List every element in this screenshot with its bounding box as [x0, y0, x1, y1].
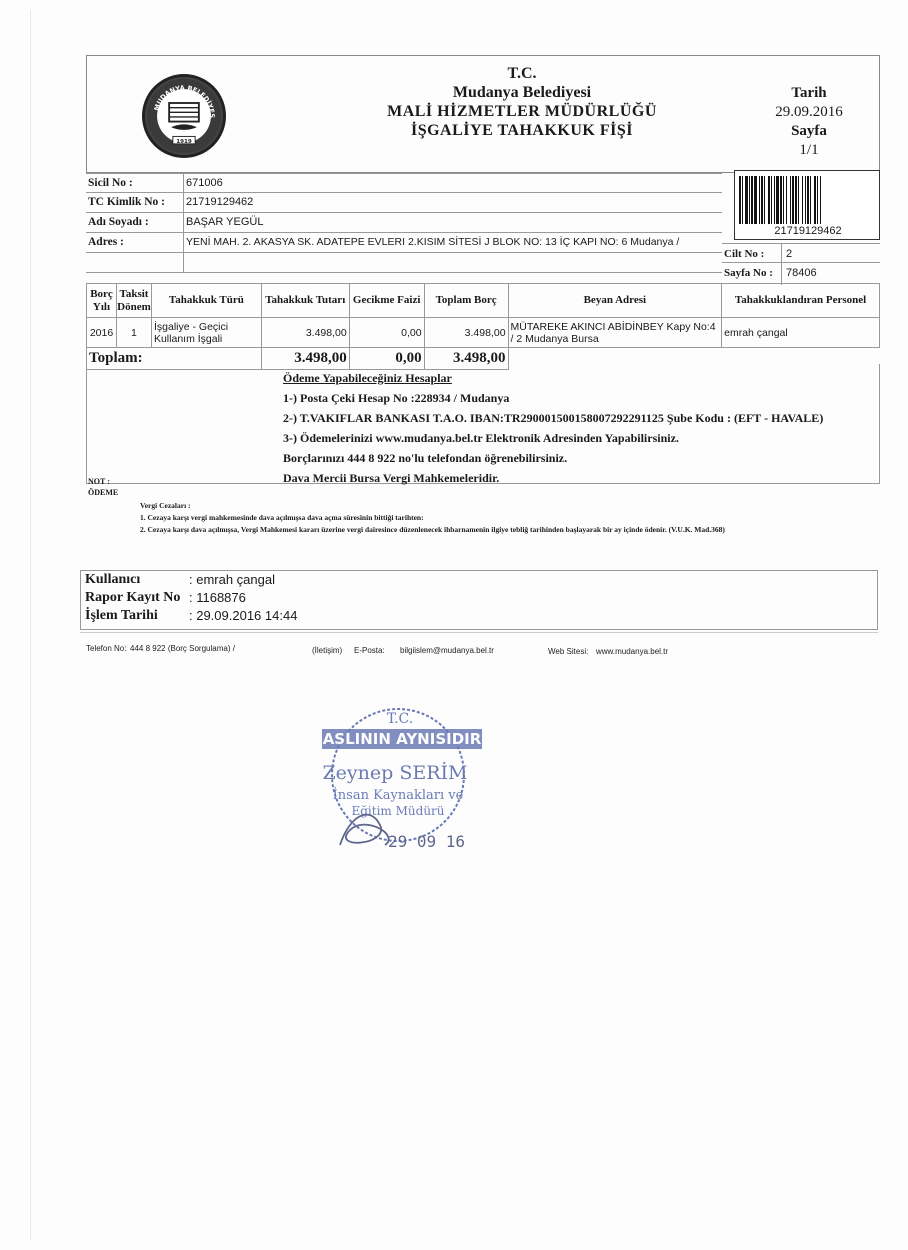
- name-value: BAŞAR YEGÜL: [186, 216, 264, 228]
- stamp-date: 29 09 16: [388, 832, 466, 851]
- report-label: Rapor Kayıt No: [85, 590, 181, 605]
- sayfa-row: [722, 263, 880, 285]
- stamp-title: ASLININ AYNISIDIR: [322, 730, 482, 748]
- header-document-type: İŞGALİYE TAHAKKUK FİŞİ: [410, 122, 633, 139]
- user-label: Kullanıcı: [85, 572, 141, 587]
- col-total: Toplam Borç: [424, 284, 508, 318]
- cilt-value: 2: [786, 248, 793, 260]
- col-address: Beyan Adresi: [508, 284, 722, 318]
- contact-label: (İletişim): [312, 646, 343, 655]
- stamp-role-1: İnsan Kaynakları ve: [332, 788, 464, 803]
- user-info: [80, 570, 878, 630]
- col-staff: Tahakkuklandıran Personel: [722, 284, 880, 318]
- user-row: [81, 571, 877, 589]
- cell-staff: emrah çangal: [722, 318, 880, 348]
- total-sum: 3.498,00: [424, 348, 508, 370]
- email-value: bilgiislem@mudanya.bel.tr: [400, 646, 494, 655]
- name-label: Adı Soyadı :: [86, 213, 184, 232]
- payment-line-4: Borçlarınızı 444 8 922 no'lu telefondan öğrenebilirsiniz.: [283, 451, 568, 465]
- cell-interest: 0,00: [349, 318, 424, 348]
- web-label: Web Sitesi:: [548, 647, 589, 656]
- tc-value: 21719129462: [186, 196, 254, 208]
- email-label: E-Posta:: [354, 646, 385, 655]
- document-header: [86, 55, 880, 173]
- empty-row: [86, 253, 722, 273]
- sayfa-label: Sayfa No :: [722, 263, 782, 285]
- date-label: Tarih: [791, 85, 827, 101]
- col-amount: Tahakkuk Tutarı: [261, 284, 349, 318]
- cell-year: 2016: [87, 318, 117, 348]
- barcode-bars: [739, 176, 877, 224]
- payment-line-2: 2-) T.VAKIFLAR BANKASI T.A.O. IBAN:TR290001500158007292291125 Şube Kodu : (EFT - HAVALE): [283, 411, 824, 425]
- address-label: Adres :: [86, 233, 184, 252]
- sicil-value: 671006: [186, 177, 223, 189]
- col-period: Taksit Dönem: [116, 284, 151, 318]
- phone-value: 444 8 922 (Borç Sorgulama) /: [130, 644, 235, 653]
- report-row: [81, 589, 877, 607]
- stamp-tc: T.C.: [386, 711, 414, 727]
- separator: [80, 632, 878, 633]
- empty-label: [86, 253, 184, 272]
- penalty-title: Vergi Cezaları :: [140, 501, 191, 510]
- col-interest: Gecikme Faizi: [349, 284, 424, 318]
- barcode-bar: [821, 176, 822, 224]
- barcode-number: 21719129462: [774, 225, 842, 237]
- cell-period: 1: [116, 318, 151, 348]
- total-interest: 0,00: [349, 348, 424, 370]
- stamp-role-2: Eğitim Müdürü: [351, 804, 445, 818]
- cilt-label: Cilt No :: [722, 244, 782, 262]
- municipality-logo: [142, 74, 226, 158]
- payment-line-5: Dava Mercii Bursa Vergi Mahkemeleridir.: [283, 471, 500, 485]
- col-type: Tahakkuk Türü: [151, 284, 261, 318]
- header-tc: T.C.: [507, 65, 537, 82]
- header-date-page: [759, 84, 859, 160]
- total-amount: 3.498,00: [261, 348, 349, 370]
- barcode: [734, 170, 880, 240]
- accrual-table: [86, 283, 880, 370]
- process-date-value: : 29.09.2016 14:44: [189, 608, 298, 623]
- process-date-row: [81, 607, 877, 625]
- date-value: 29.09.2016: [775, 104, 843, 120]
- process-date-label: İşlem Tarihi: [85, 608, 158, 623]
- payment-text: [283, 368, 823, 488]
- cell-address: MÜTAREKE AKINCI ABİDİNBEY Kapy No:4 / 2 Mudanya Bursa: [508, 318, 722, 348]
- page-value: 1/1: [799, 142, 819, 158]
- payment-line-1: 1-) Posta Çeki Hesap No :228934 / Mudanya: [283, 391, 510, 405]
- web-value: www.mudanya.bel.tr: [596, 647, 669, 656]
- odeme-label: ÖDEME: [88, 488, 119, 497]
- header-department: MALİ HİZMETLER MÜDÜRLÜĞÜ: [387, 103, 657, 120]
- penalty-line-1: 1. Cezaya karşı vergi mahkemesinde dava açılmışsa dava açma süresinin bittiği tarihten:: [140, 513, 424, 522]
- sayfa-value: 78406: [786, 267, 817, 279]
- cell-type: İşgaliye - Geçici Kullanım İşgali: [151, 318, 261, 348]
- total-label: Toplam:: [87, 348, 262, 370]
- stamp-name: Zeynep SERİM: [322, 762, 468, 784]
- payment-accounts: [86, 364, 880, 484]
- phone-label: Telefon No:: [86, 644, 127, 653]
- user-value: : emrah çangal: [189, 572, 275, 587]
- note-block: [88, 476, 118, 498]
- svg-text:MUDANYA BELEDİYESİ: MUDANYA BELEDİYES: [152, 83, 217, 119]
- penalty-line-2: 2. Cezaya karşı dava açılmışsa, Vergi Mahkemesi kararı üzerine vergi dairesince düzenlenecek ihbarnamenin ilgiye tebliğ tarihinden başlayarak bir ay içinde ödenir. (V.U.K. Mad.368): [140, 525, 725, 534]
- svg-text:1919: 1919: [176, 138, 192, 145]
- header-municipality: Mudanya Belediyesi: [452, 84, 592, 101]
- address-row: [86, 233, 722, 253]
- payment-title: Ödeme Yapabileceğiniz Hesaplar: [283, 371, 452, 385]
- page-label: Sayfa: [791, 123, 827, 139]
- table-header-row: [87, 284, 880, 318]
- header-title-block: [337, 64, 707, 140]
- certified-copy-stamp: [310, 695, 490, 865]
- name-row: [86, 213, 722, 233]
- sicil-row: [86, 173, 722, 193]
- cilt-row: [722, 243, 880, 263]
- address-value: YENİ MAH. 2. AKASYA SK. ADATEPE EVLERI 2.KISIM SİTESİ J BLOK NO: 13 İÇ KAPI NO: 6 Mudanya /: [186, 236, 680, 248]
- sicil-label: Sicil No :: [86, 174, 184, 192]
- tc-label: TC Kimlik No :: [86, 193, 184, 212]
- payment-line-3: 3-) Ödemelerinizi www.mudanya.bel.tr Elektronik Adresinden Yapabilirsiniz.: [283, 431, 679, 445]
- report-value: : 1168876: [189, 590, 246, 605]
- cell-amount: 3.498,00: [261, 318, 349, 348]
- note-label: NOT :: [88, 477, 110, 486]
- col-year: Borç Yılı: [87, 284, 117, 318]
- tc-row: [86, 193, 722, 213]
- table-row: [87, 318, 880, 348]
- cell-total: 3.498,00: [424, 318, 508, 348]
- penalty-notes: [140, 500, 725, 536]
